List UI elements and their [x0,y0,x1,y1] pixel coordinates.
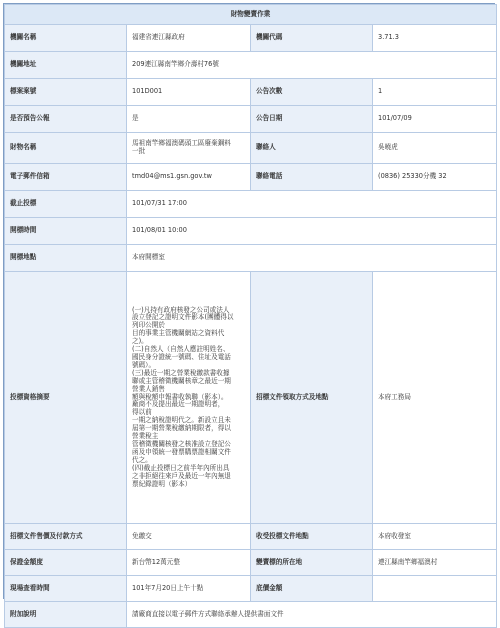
open-time-value: 101/08/01 10:00 [127,218,497,245]
qualification-line: 營業稅主 [132,432,159,441]
qualification-line: (四)截止投標日之前半年內所出具 [132,463,230,472]
agency-code-value: 3.71.3 [373,25,497,52]
qualification-label: 投標資格摘要 [5,272,127,524]
qualification-line: 聯或主管稽徵機關核章之最近一期 [132,376,231,385]
qualification-line: 得以前 [132,408,152,417]
agency-address-label: 機關地址 [5,52,127,79]
deposit-label: 保證金額度 [5,550,127,576]
open-place-label: 開標地點 [5,245,127,272]
property-name-label: 財物名稱 [5,133,127,164]
note-label: 附加說明 [5,602,127,628]
inspect-time-label: 現場查看時間 [5,576,127,602]
qualification-line: 票紀錄證明（影本） [132,479,192,488]
prior-public-label: 是否預告公報 [5,106,127,133]
qualification-value [127,272,251,524]
property-name-line: 一批 [132,147,146,155]
open-time-label: 開標時間 [5,218,127,245]
agency-name-value: 福建省連江縣政府 [127,25,251,52]
phone-label: 聯絡電話 [251,164,373,191]
agency-address-value: 209連江縣南竿鄉介壽村76號 [127,52,497,79]
qualification-line: 目的事業主管機關網站之資料代 [132,329,225,338]
contact-label: 聯絡人 [251,133,373,164]
doc-method-value: 本府工務局 [373,272,497,524]
case-number-label: 標案案號 [5,79,127,106]
deadline-label: 截止投標 [5,191,127,218]
reserve-price-value [373,576,497,602]
doc-method-label: 招標文件領取方式及地點 [251,272,373,524]
email-label: 電子郵件信箱 [5,164,127,191]
qualification-line: 列印公開於 [132,321,165,330]
property-name-line: 馬祖南竿鄉福澳碼頭工區廢棄鋼料 [132,139,231,148]
property-sale-announcement-table [3,3,495,618]
doc-price-label: 招標文件售價及付款方式 [5,524,127,550]
open-place-value: 本府開標室 [127,245,497,272]
announce-count-value: 1 [373,79,497,106]
announce-count-label: 公告次數 [251,79,373,106]
announce-date-value: 101/07/09 [373,106,497,133]
reserve-price-label: 底價金額 [251,576,373,602]
contact-value: 吳曉虎 [373,133,497,164]
announcement-grid [4,4,497,628]
agency-code-label: 機關代碼 [251,25,373,52]
deposit-value: 新台幣12萬元整 [127,550,251,576]
property-name-value [127,133,251,164]
qualification-line: 國民身分證統一號碼、住址及電話 [132,353,231,362]
location-label: 變賣標的所在地 [251,550,373,576]
qualification-line: (二)自然人（自然人應註明姓名、 [132,345,230,354]
qualification-line: 屆第一期營業稅繳納期限者，得以 [132,424,231,433]
note-value: 請廠商直接以電子郵件方式聯絡承辦人提供書面文件 [127,602,497,628]
qualification-line: 號碼）。 [132,360,156,369]
qualification-line: 額與稅額申報書收執聯（影本）。 [132,392,228,401]
qualification-line: 一期之納稅證明代之。新設立且未 [132,416,231,425]
inspect-time-value: 101年7月20日上午十點 [127,576,251,602]
receive-place-value: 本府收發室 [373,524,497,550]
qualification-line: 代之。 [132,455,152,464]
qualification-line: 營業人銷售 [132,384,165,393]
email-value: tmd04@ms1.gsn.gov.tw [127,164,251,191]
receive-place-label: 收受投標文件地點 [251,524,373,550]
qualification-line: 設立登記之證明文件影本(團體得以 [132,313,234,322]
agency-name-label: 機關名稱 [5,25,127,52]
location-value: 連江縣南竿鄉福澳村 [373,550,497,576]
table-caption: 財物變賣作業 [5,5,497,25]
qualification-line: 函及申領統一發票購票證相關文件 [132,447,231,456]
qualification-line: 之)。 [132,337,148,346]
qualification-line: 之非拒絕往來戶及最近一年內無退 [132,471,231,480]
case-number-value: 101D001 [127,79,251,106]
prior-public-value: 是 [127,106,251,133]
doc-price-value: 免繳交 [127,524,251,550]
announce-date-label: 公告日期 [251,106,373,133]
qualification-line: 廠商不及提出最近一期證明者， [132,400,225,409]
qualification-line: 管稽徵機關核發之核准設立登記公 [132,439,231,448]
phone-value: (0836) 25330分機 32 [373,164,497,191]
qualification-line: (一)凡持有政府核發之公司或法人 [132,305,230,314]
qualification-line: (三)最近一期之營業稅繳款書收據 [132,368,230,377]
deadline-value: 101/07/31 17:00 [127,191,497,218]
